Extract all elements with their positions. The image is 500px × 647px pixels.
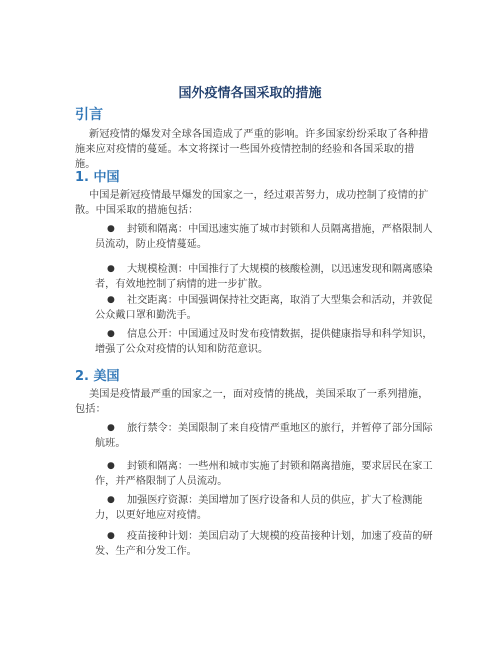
list-item-text: 封锁和隔离：中国迅速实施了城市封锁和人员隔离措施，严格限制人员流动，防止疫情蔓延。 bbox=[95, 224, 433, 250]
bullet-icon: ● bbox=[107, 423, 115, 433]
list-item-text: 加强医疗资源：美国增加了医疗设备和人员的供应，扩大了检测能力，以更好地应对疫情。 bbox=[95, 495, 423, 521]
usa-paragraph: 美国是疫情最严重的国家之一，面对疫情的挑战，美国采取了一系列措施，包括： bbox=[75, 389, 429, 415]
list-item bbox=[95, 421, 435, 451]
list-item bbox=[95, 222, 435, 252]
list-item-text: 信息公开：中国通过及时发布疫情数据，提供健康指导和科学知识，增强了公众对疫情的认知和防范意识。 bbox=[95, 329, 433, 355]
list-item-text: 社交距离：中国强调保持社交距离，取消了大型集会和活动，并敦促公众戴口罩和勤洗手。 bbox=[95, 295, 433, 321]
bullet-icon: ● bbox=[107, 329, 115, 339]
list-item bbox=[95, 327, 435, 357]
china-paragraph: 中国是新冠疫情最早爆发的国家之一，经过艰苦努力，成功控制了疫情的扩散。中国采取的措施包括： bbox=[75, 190, 429, 216]
bullet-icon: ● bbox=[107, 295, 115, 305]
list-item-text: 疫苗接种计划：美国启动了大规模的疫苗接种计划，加速了疫苗的研发、生产和分发工作。 bbox=[95, 531, 433, 557]
list-item-text: 大规模检测：中国推行了大规模的核酸检测，以迅速发现和隔离感染者，有效地控制了病情的进一步扩散。 bbox=[95, 264, 433, 290]
intro-paragraph: 新冠疫情的爆发对全球各国造成了严重的影响。许多国家纷纷采取了各种措施来应对疫情的蔓延。本文将探讨一些国外疫情控制的经验和各国采取的措施。 bbox=[75, 129, 429, 170]
list-item-text: 旅行禁令：美国限制了来自疫情严重地区的旅行，并暂停了部分国际航班。 bbox=[95, 423, 433, 449]
bullet-icon: ● bbox=[107, 264, 115, 274]
bullet-icon: ● bbox=[107, 224, 115, 234]
bullet-icon: ● bbox=[107, 461, 115, 471]
section-heading-usa: 2. 美国 bbox=[75, 369, 120, 384]
list-item bbox=[95, 493, 435, 523]
bullet-icon: ● bbox=[107, 495, 115, 505]
section-heading-china: 1. 中国 bbox=[75, 170, 120, 185]
bullet-icon: ● bbox=[107, 531, 115, 541]
section-heading-intro: 引言 bbox=[75, 107, 103, 123]
list-item bbox=[95, 459, 435, 489]
list-item bbox=[95, 293, 435, 323]
document-title: 国外疫情各国采取的措施 bbox=[178, 86, 322, 101]
list-item-text: 封锁和隔离：一些州和城市实施了封锁和隔离措施，要求居民在家工作，并严格限制了人员流动。 bbox=[95, 461, 433, 487]
list-item bbox=[95, 529, 435, 559]
list-item bbox=[95, 262, 435, 292]
